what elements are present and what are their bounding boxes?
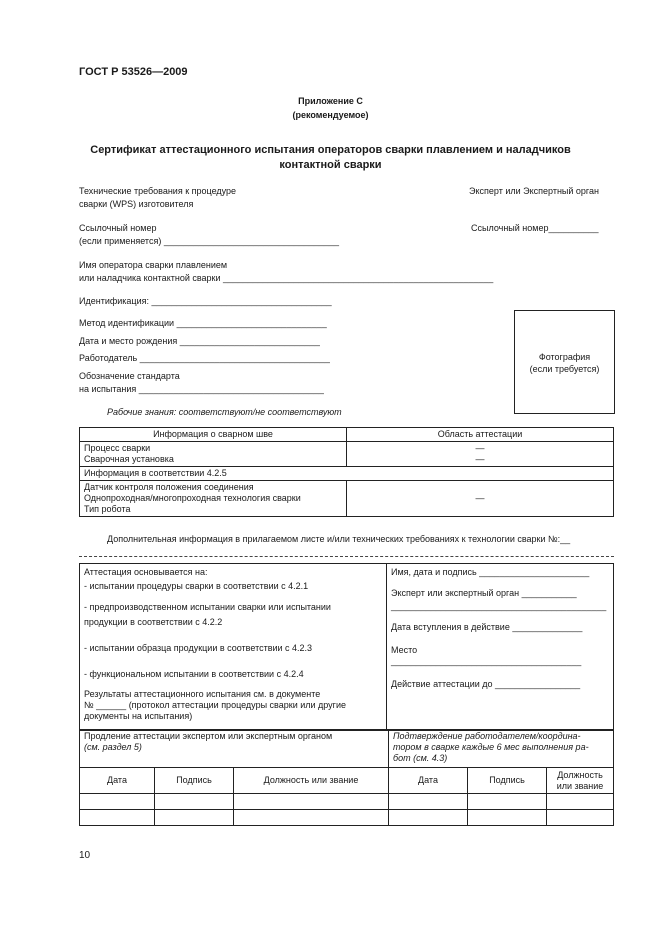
appendix-subtitle: (рекомендуемое)	[292, 110, 369, 120]
table-row	[80, 768, 614, 794]
cell-text: —	[475, 454, 485, 464]
extension-right-text: Подтверждение работодателем/координа-	[393, 731, 581, 741]
weld-info-table	[79, 427, 614, 517]
extension-right-text: тором в сварке каждые 6 мес выполнения ра-	[393, 742, 589, 752]
ref-number-left-line2: (если применяется) ___________________________________	[79, 236, 340, 246]
table-header-cell: Дата	[80, 768, 155, 794]
attestation-basis-cell	[80, 564, 387, 731]
attestation-item: - предпроизводственном испытании сварки или испытании	[84, 602, 331, 612]
page-number: 10	[79, 850, 91, 861]
identification-method-field: Метод идентификации ______________________________	[79, 318, 327, 328]
table-row	[80, 730, 614, 768]
results-text: № ______ (протокол аттестации процедуры сварки или другие	[84, 700, 346, 710]
additional-info: Дополнительная информация в прилагаемом листе и/или технических требованиях к технологии сварки №:__	[107, 534, 571, 544]
table-cell	[347, 442, 614, 467]
table-row	[80, 810, 614, 826]
cell-text: Сварочная установка	[84, 454, 174, 464]
table-cell	[80, 442, 347, 467]
attestation-item: - испытании образца продукции в соответствии с 4.2.3	[84, 643, 313, 653]
test-standard-line2: на испытания _____________________________________	[79, 384, 324, 394]
certificate-title-line2: контактной сварки	[279, 159, 382, 171]
attestation-item: продукции в соответствии с 4.2.2	[84, 617, 223, 627]
expert-label: Эксперт или Экспертный орган	[469, 186, 599, 196]
table-cell	[155, 810, 234, 826]
attestation-item: - функциональном испытании в соответствии с 4.2.4	[84, 669, 304, 679]
table-header-cell: Информация о сварном шве	[80, 428, 347, 442]
table-header-cell: Должность или звание	[234, 768, 389, 794]
table-cell: —	[347, 481, 614, 517]
attestation-table	[79, 563, 614, 731]
table-row	[80, 428, 614, 442]
table-header-cell: Дата	[389, 768, 468, 794]
extension-table	[79, 729, 614, 826]
table-cell	[155, 794, 234, 810]
place-field: Место ______________________________________	[391, 645, 582, 666]
table-row	[80, 442, 614, 467]
expert-body-field: Эксперт или экспертный орган ___________	[391, 588, 577, 598]
table-cell	[234, 794, 389, 810]
table-cell	[80, 810, 155, 826]
identification-field: Идентификация: ____________________________________	[79, 296, 332, 306]
table-row	[80, 794, 614, 810]
table-header-cell: Подпись	[155, 768, 234, 794]
table-header-cell: Область аттестации	[347, 428, 614, 442]
table-cell	[80, 794, 155, 810]
results-text: Результаты аттестационного испытания см. в документе	[84, 689, 321, 699]
ref-number-left-line1: Ссылочный номер	[79, 223, 157, 233]
table-row	[80, 564, 614, 731]
table-cell	[468, 794, 547, 810]
attestation-item: - испытании процедуры сварки в соответствии с 4.2.1	[84, 581, 309, 591]
cell-text: Датчик контроля положения соединения	[84, 482, 254, 492]
table-cell: Информация в соответствии 4.2.5	[80, 467, 614, 481]
valid-until-field: Действие аттестации до _________________	[391, 679, 581, 689]
operator-label-line2: или наладчика контактной сварки ______________________________________________________	[79, 273, 494, 283]
signature-cell	[387, 564, 614, 731]
cell-text: Однопроходная/многопроходная технология сварки	[84, 493, 301, 503]
standard-code: ГОСТ Р 53526—2009	[79, 66, 188, 78]
extension-right-text: бот (см. 4.3)	[393, 753, 448, 763]
extension-employer-cell	[389, 730, 614, 768]
results-text: документы на испытания)	[84, 711, 193, 721]
operator-label-line1: Имя оператора сварки плавлением	[79, 260, 228, 270]
table-header-cell: Подпись	[468, 768, 547, 794]
table-row	[80, 467, 614, 481]
cell-text: Тип робота	[84, 504, 131, 514]
photo-box	[514, 310, 615, 414]
header-text: или звание	[556, 780, 604, 791]
ref-number-right: Ссылочный номер__________	[471, 223, 599, 233]
header-text: Должность	[557, 769, 603, 780]
table-cell	[547, 810, 614, 826]
extension-expert-cell	[80, 730, 389, 768]
table-cell	[234, 810, 389, 826]
name-date-signature-field: Имя, дата и подпись ______________________	[391, 567, 590, 577]
photo-note: (если требуется)	[529, 364, 600, 374]
cell-text: Процесс сварки	[84, 443, 151, 453]
work-knowledge-note: Рабочие знания: соответствуют/не соответствуют	[107, 407, 342, 417]
table-cell	[389, 794, 468, 810]
birth-date-place-field: Дата и место рождения ____________________________	[79, 336, 320, 346]
expert-body-field-line2: ___________________________________________	[391, 601, 607, 611]
certificate-title-line1: Сертификат аттестационного испытания операторов сварки плавлением и наладчиков	[90, 144, 571, 156]
cell-text: —	[475, 443, 485, 453]
extension-left-text: Продление аттестации экспертом или экспертным органом	[84, 731, 333, 741]
table-row	[80, 481, 614, 517]
test-standard-line1: Обозначение стандарта	[79, 371, 180, 381]
wps-label-line2: сварки (WPS) изготовителя	[79, 199, 194, 209]
valid-from-field: Дата вступления в действие ______________	[391, 622, 583, 632]
table-cell	[389, 810, 468, 826]
table-header-cell	[547, 768, 614, 794]
extension-left-ref: (см. раздел 5)	[84, 742, 142, 752]
table-cell	[547, 794, 614, 810]
wps-label-line1: Технические требования к процедуре	[79, 186, 237, 196]
photo-label: Фотография	[538, 352, 591, 362]
table-cell	[468, 810, 547, 826]
employer-field: Работодатель ______________________________________	[79, 353, 330, 363]
attestation-title: Аттестация основывается на:	[84, 567, 208, 577]
additional-info-line	[79, 556, 614, 557]
appendix-title: Приложение С	[298, 96, 363, 106]
table-cell	[80, 481, 347, 517]
